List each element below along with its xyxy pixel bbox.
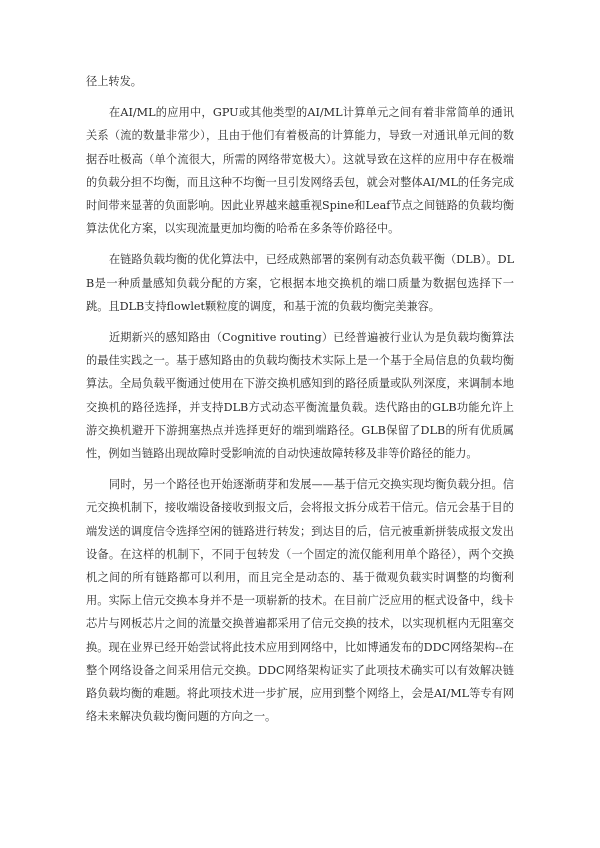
paragraph-dlb: 在链路负载均衡的优化算法中，已经成熟部署的案例有动态负载平衡（DLB）。DLB是一种质量感知负载分配的方案，它根据本地交换机的端口质量为数据包选择下一跳。且DLB支持flowlet颗粒度的调度，和基于流的负载均衡完美兼容。 bbox=[86, 253, 514, 313]
paragraph-cell-switching: 同时，另一个路径也开始逐渐萌芽和发展——基于信元交换实现均衡负载分担。信元交换机制下，接收端设备接收到报文后，会将报文拆分成若干信元。信元会基于目的端发送的调度信令选择空闲的链路进行转发；到达目的后，信元被重新拼装成报文发出设备。在这样的机制下，不同于包转发（一个固定的流仅能利用单个路径），两个交换机之间的所有链路都可以利用，而且完全是动态的、基于微观负载实时调整的均衡利用。实际上信元交换本身并不是一项崭新的技术。在目前广泛应用的框式设备中，线卡芯片与网板芯片之间的流量交换普遍都采用了信元交换的技术，以实现机框内无阻塞交换。现在业界已经开始尝试将此技术应用到网络中，比如博通发布的DDC网络架构--在整个网络设备之间采用信元交换。DDC网络架构证实了此项技术确实可以有效解决链路负载均衡的难题。将此项技术进一步扩展，应用到整个网络上，会是AI/ML等专有网络未来解决负载均衡问题的方向之一。 bbox=[86, 478, 514, 724]
paragraph-ai-ml-traffic: 在AI/ML的应用中，GPU或其他类型的AI/ML计算单元之间有着非常简单的通讯关系（流的数量非常少），且由于他们有着极高的计算能力，导致一对通讯单元间的数据吞吐极高（单个流很大，所需的网络带宽极大）。这就导致在这样的应用中存在极端的负载分担不均衡，而且这种不均衡一旦引发网络丢包，就会对整体AI/ML的任务完成时间带来显著的负面影响。因此业界越来越重视Spine和Leaf节点之间链路的负载均衡算法优化方案，以实现流量更加均衡的哈希在多条等价路径中。 bbox=[86, 106, 514, 236]
paragraph-cognitive-routing: 近期新兴的感知路由（Cognitive routing）已经普遍被行业认为是负载均衡算法的最佳实践之一。基于感知路由的负载均衡技术实际上是一个基于全局信息的负载均衡算法。全局负载平衡通过使用在下游交换机感知到的路径质量或队列深度，来调制本地交换机的路径选择，并支持DLB方式动态平衡流量负载。迭代路由的GLB功能允许上游交换机避开下游拥塞热点并选择更好的端到端路径。GLB保留了DLB的所有优质属性，例如当链路出现故障时受影响流的自动快速故障转移及非等价路径的能力。 bbox=[86, 331, 514, 461]
paragraph-continuation: 径上转发。 bbox=[86, 75, 142, 88]
